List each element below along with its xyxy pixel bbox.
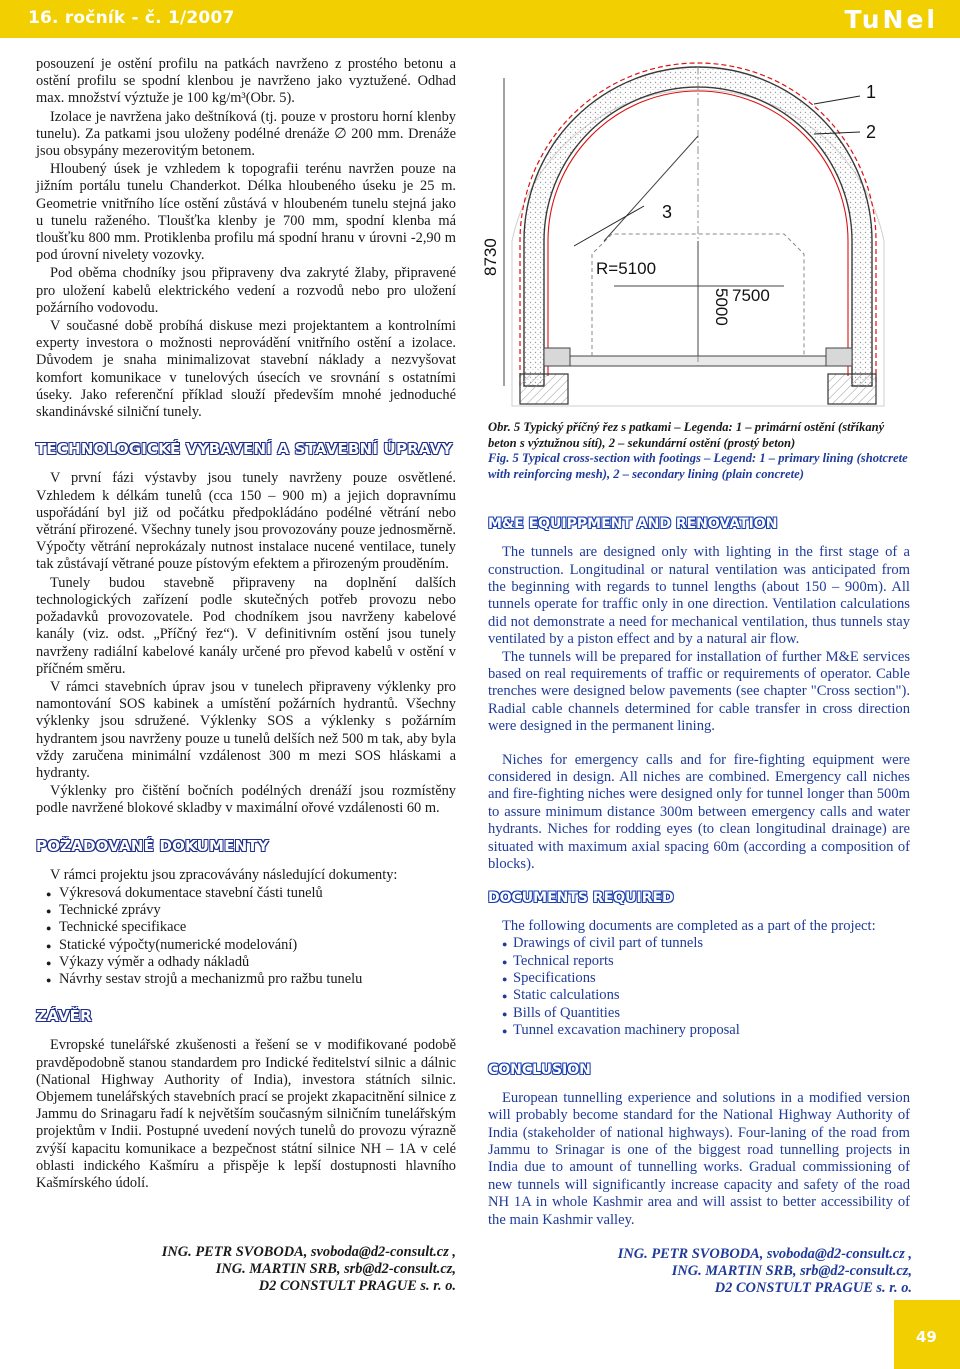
- documents-list: [488, 935, 910, 1039]
- paragraph: The tunnels are designed only with lighting in the first stage of a construction. Longitudinal or natural ventilation was anticipated from the beginning with regards to tunnel lengths (about 150 – 900m). All tunnels operate for traffic only in one direction. Ventilation calculations did not demonstrate a need for mechanical ventilation, thus tunnels stay ventilated by a piston effect and by a natural air flow.: [488, 544, 910, 648]
- section-heading-conclusion: CONCLUSION: [488, 1061, 591, 1078]
- author-line: ING. PETR SVOBODA, svoboda@d2-consult.cz ,: [617, 1246, 912, 1262]
- author-line: ING. MARTIN SRB, srb@d2-consult.cz,: [671, 1263, 912, 1279]
- section-heading-conclusion: ZÁVĚR: [36, 1007, 92, 1026]
- list-item: ● Technické specifikace: [36, 919, 456, 936]
- radius-line: [604, 136, 698, 241]
- paragraph: posouzení je ostění profilu na patkách navrženo z prostého betonu a ostění profilu se spodní klenbou je navrženo jako vyztužené. Odhad max. množství výztuže je 100 kg/m³(Obr. 5).: [36, 56, 456, 107]
- paragraph: Izolace je navržena jako deštníková (tj. pouze v prostoru horní klenby tunelu). Za patkami jsou uloženy podélné drenáže ∅ 200 mm. Drenáže jsou obsypány mezerovitým betonem.: [36, 108, 456, 160]
- list-item: ● Technical reports: [488, 953, 910, 970]
- list-item: ● Technické zprávy: [36, 902, 456, 919]
- paragraph: Hloubený úsek je vzhledem k topografii terénu navržen pouze na jižním portálu tunelu Chanderkot. Délka hloubeného úseku je 25 m. Geometrie vnitřního líce ostění zůstává v hloubeném tunelu stejná jako u tunelu raženého. Tloušťka klenby je 700 mm, spodní klenba má tloušťku 800 mm. Protiklenba profilu má spodní hranu v úrovni -2,90 m pod úrovní nivelety vozovky.: [36, 161, 456, 264]
- cross-section-drawing: [481, 56, 912, 408]
- list-item: ● Tunnel excavation machinery proposal: [488, 1022, 910, 1039]
- paragraph: Pod oběma chodníky jsou připraveny dva zakryté žlaby, připravené pro uložení kabelů elektrického vedení a rozvodů nebo pro uložení požárního vodovodu.: [36, 265, 456, 316]
- dimension-height-label: 8730: [481, 238, 500, 276]
- company-line: D2 CONSTULT PRAGUE s. r. o.: [258, 1278, 456, 1294]
- caption-czech: Obr. 5 Typický příčný řez s patkami – Legenda: 1 – primární ostění (stříkaný beton s výztužnou sítí), 2 – sekundární ostění (prostý beton): [488, 420, 885, 450]
- issue-label: 16. ročník - č. 1/2007: [28, 8, 235, 28]
- leader-3: [574, 206, 644, 246]
- list-item: ● Static calculations: [488, 987, 910, 1004]
- page-number-box: [894, 1300, 960, 1369]
- page-number: 49: [916, 1328, 937, 1346]
- tunel-logo: TuNel: [844, 5, 938, 34]
- paragraph: The tunnels will be prepared for installation of further M&E services based on real requirements of traffic or requirements of operator. Cable trenches were designed below pavements (see chapter "Cross section"). Radial cable channels determined for cable transfer in cross direction were designed in the permanent lining.: [488, 648, 910, 735]
- author-line: ING. MARTIN SRB, srb@d2-consult.cz,: [215, 1261, 456, 1277]
- tunnel-cross-section-figure: [481, 56, 912, 408]
- paragraph: European tunnelling experience and solutions in a modified version will probably become standard for the National Highway Authority of India (stakeholder of national highways). Four-laning of the road from Jammu to Srinagar is one of the biggest road tunnelling projects in India due to amount of tunnelling works. Gradual commissioning of new tunnels will significantly increase capacity and safety of the road NH 1A in whole Kashmir area and will assist to better accessibility of the main Kashmir valley.: [488, 1089, 910, 1228]
- figure-caption: [488, 420, 912, 482]
- page-header: [0, 0, 960, 38]
- paragraph: The following documents are completed as a part of the project:: [502, 917, 876, 934]
- paragraph: Niches for emergency calls and for fire-fighting equipment were considered in design. All niches are combined. Emergency call niches and fire-fighting niches were designed only for tunnel longer than 500m to assure minimum distance 300m between emergency calls and water hydrants. Niches for rodding eyes (to clean longitudinal drainage) are situated with maximum axial spacing 60m (according a composition of blocks).: [488, 751, 910, 873]
- list-item: ● Bills of Quantities: [488, 1005, 910, 1022]
- paragraph: Evropské tunelářské zkušenosti a řešení se v modifikované podobě pravděpodobně stanou standardem pro Indické ředitelství silnic a dálnic (National Highway Authority of India), investora státních silnic. Objemem tunelářských stavebních prací se projekt zkapacitnění silnice z Jammu do Srinagaru řadí k největším současným silničním tunelářským projektům v Indii. Postupné uvedení nových tunelů do provozu výrazně zvýší kapacitu komunikace a bezpečnost státní silnice NH – 1A v celé oblasti indického Kašmíru a přispěje k lepší dostupnosti hlavního Kašmírského údolí.: [36, 1037, 456, 1191]
- paragraph: Tunely budou stavebně připraveny na doplnění dalších technologických zařízení podle skutečných potřeb provozu nebo požadavků provozovatele. Pod chodníkem jsou navrženy kabelové kanály (viz. odst. „Příčný řez“). V definitivním ostění jsou tunely navrženy radiální kabelové kanály určené pro převod kabelů v ostění v příčném směru.: [36, 574, 456, 677]
- section-heading-technology: TECHNOLOGICKÉ VYBAVENÍ A STAVEBNÍ ÚPRAVY: [36, 440, 453, 459]
- paragraph: V současné době probíhá diskuse mezi projektantem a kontrolními experty investora o možnosti neprovádění vnitřního ostění a izolace. Důvodem je snaha minimalizovat stavební náklady a nezvyšovat komfort komunikace v tunelových úsecích ve srovnání s ostatními úseky. Jako referenční příklad slouží především mnohé jednoduché skandinávské silniční tunely.: [36, 318, 456, 421]
- author-signature-cz: [100, 1244, 456, 1295]
- left-walkway: [544, 348, 570, 366]
- caption-english: Fig. 5 Typical cross-section with footings – Legend: 1 – primary lining (shotcrete with reinforcing mesh), 2 – secondary lining (plain concrete): [488, 451, 908, 481]
- paragraph: V rámci projektu jsou zpracovávány následující dokumenty:: [50, 866, 398, 883]
- dimension-inner-height-label: 5000: [712, 288, 731, 326]
- dimension-width-label: 7500: [732, 286, 770, 305]
- right-column: [488, 516, 910, 1229]
- leader-1: [814, 96, 860, 104]
- left-footing: [520, 374, 568, 404]
- paragraph: Výklenky pro čištění bočních podélných drenáží jsou rozmístěny podle navržené blokové skladby v maximální ořové vzdálenosti 60 m.: [36, 783, 456, 817]
- section-heading-documents: DOCUMENTS REQUIRED: [488, 889, 674, 906]
- label-1: 1: [866, 82, 877, 102]
- label-2: 2: [866, 122, 877, 142]
- label-3: 3: [662, 202, 673, 222]
- list-item: ● Statické výpočty(numerické modelování): [36, 937, 456, 954]
- section-heading-documents: POŽADOVANÉ DOKUMENTY: [36, 836, 269, 855]
- company-line: D2 CONSTULT PRAGUE s. r. o.: [714, 1280, 912, 1296]
- list-item: ● Výkresová dokumentace stavební části tunelů: [36, 885, 456, 902]
- list-item: ● Návrhy sestav strojů a mechanizmů pro ražbu tunelu: [36, 971, 456, 988]
- radius-label: R=5100: [596, 259, 657, 278]
- right-footing: [828, 374, 876, 404]
- list-item: ● Drawings of civil part of tunnels: [488, 935, 910, 952]
- documents-list: [36, 885, 456, 988]
- section-heading-me: M&E EQUIPPMENT AND RENOVATION: [488, 516, 778, 532]
- author-signature-en: [540, 1246, 912, 1297]
- right-walkway: [826, 348, 852, 366]
- list-item: ● Specifications: [488, 970, 910, 987]
- list-item: ● Výkazy výměr a odhady nákladů: [36, 954, 456, 971]
- left-column: [36, 56, 456, 1193]
- author-line: ING. PETR SVOBODA, svoboda@d2-consult.cz ,: [161, 1244, 456, 1260]
- paragraph: V první fázi výstavby jsou tunely navrženy pouze osvětlené. Vzhledem k délkám tunelů (cca 150 – 900 m) a jejich dopravnímu uspořádání byl již od počátku předpokládáno podélné větrání nebo větrání přirozené. Všechny tunely jsou provozovány pouze jednosměrně. Výpočty větrání neprokázaly nutnost instalace nucené ventilace, tunely tak zůstávají větrané pouze pístovým efektem a přirozeným prouděním.: [36, 470, 456, 573]
- paragraph: V rámci stavebních úprav jsou v tunelech připraveny výklenky pro namontování SOS kabinek a umístění požárních hydrantů. Všechny výklenky jsou sdružené. Výklenky SOS a výklenky s požárním hydrantem jsou navrženy pouze u tunelů delších než 500 m tak, aby byla vždy zaručena minimální vzdálenost 300 m mezi SOS hláskami a hydranty.: [36, 678, 456, 781]
